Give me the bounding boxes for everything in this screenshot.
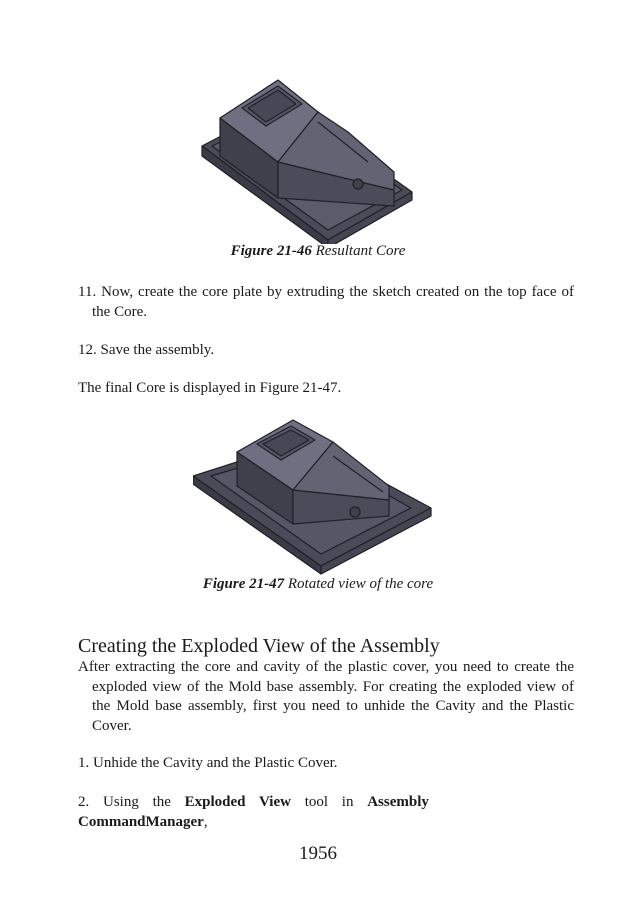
figure-21-47-caption (0, 576, 636, 593)
figure-21-46 (0, 72, 636, 244)
page-number: 1956 (299, 843, 337, 864)
figure-title: Rotated view of the core (287, 576, 434, 592)
figure-label: Figure 21-46 (230, 243, 312, 259)
core-model-image (198, 72, 438, 244)
assembly-commandmanager: Assembly CommandManager (78, 794, 429, 830)
step-11: 11. Now, create the core plate by extruding the sketch created on the top face of the Core. (78, 284, 574, 320)
figure-21-46-caption (0, 243, 636, 260)
step-2-prefix: 2. Using the (78, 794, 171, 810)
step-12: 12. Save the assembly. (78, 342, 215, 358)
rotated-core-model-image (193, 416, 443, 578)
figure-21-47 (0, 416, 636, 578)
exploded-view-tool: Exploded View (184, 794, 291, 810)
final-core-text: The final Core is displayed in Figure 21-47. (78, 380, 342, 396)
step-2 (78, 793, 560, 832)
section-heading: Creating the Exploded View of the Assembly (78, 635, 440, 657)
step-1: 1. Unhide the Cavity and the Plastic Cover. (78, 755, 338, 771)
step-2-mid: tool in (304, 794, 354, 810)
figure-label: Figure 21-47 (202, 576, 285, 592)
figure-title: Resultant Core (315, 243, 406, 259)
intro-paragraph: After extracting the core and cavity of the plastic cover, you need to create the exploded view of the Mold base assembly. For creating the exploded view of the Mold base assembly, first you need to unhide the Cavity and the Plastic Cover. (78, 659, 574, 734)
step-2-suffix: , (203, 813, 208, 830)
